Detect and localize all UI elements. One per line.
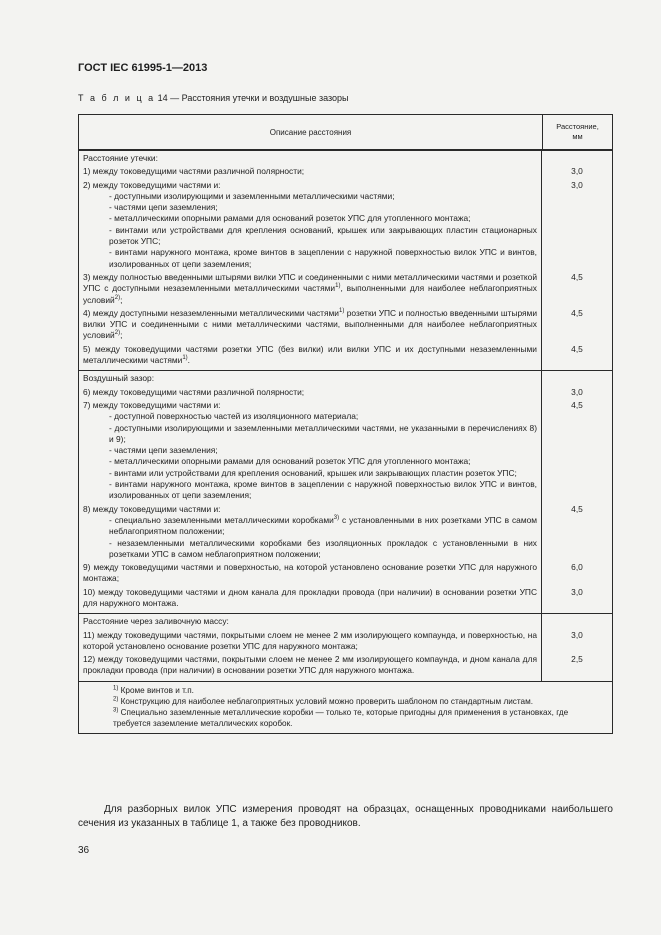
row-value: 4,5 (571, 307, 583, 318)
row-value: 6,0 (571, 562, 583, 573)
row-value: 4,5 (571, 343, 583, 354)
table-body (79, 151, 612, 682)
row-value: 3,0 (571, 166, 583, 177)
row-description (79, 654, 542, 681)
table-caption (78, 93, 349, 103)
row-sub-item: - металлическими опорными рамами для оснований розеток УПС для утопленного монтажа; (109, 213, 471, 224)
document-code: ГОСТ IEC 61995-1—2013 (78, 62, 208, 74)
section-title-cell (79, 151, 542, 166)
row-value: 3,0 (571, 586, 583, 597)
table-row (79, 387, 612, 400)
section-title: Расстояние через заливочную массу: (83, 616, 229, 627)
col-distance-header-line2: мм (572, 132, 583, 141)
table-row (79, 344, 612, 371)
section-title-cell (79, 614, 542, 629)
row-sub-item: - доступными изолирующими и заземленными металлическими частями, не указанными в перечислениях 8) и 9); (109, 422, 537, 444)
row-value: 3,0 (571, 629, 583, 640)
row-sub-item: - незаземленными металлическими коробками без изоляционных прокладок с установленными в них розетками УПС в самом неблагоприятном положении; (109, 537, 537, 559)
row-sub-item: - винтами или устройствами для крепления оснований, крышек или закрывающих пластин розеток УПС; (109, 467, 517, 478)
row-description (79, 344, 542, 371)
row-sub-item: - винтами или устройствами для крепления оснований, крышек или закрывающих пластин стационарных розеток УПС; (109, 224, 537, 247)
section-title: Расстояние утечки: (83, 153, 158, 163)
row-text: 9) между токоведущими частями и поверхностью, на которой установлено основание розетки УПС для наружного монтажа; (83, 562, 537, 584)
table-section (79, 151, 612, 371)
body-paragraph: Для разборных вилок УПС измерения проводят на образцах, оснащенных проводниками наибольшего сечения из указанных в таблице 1, а также без проводников. (78, 804, 613, 829)
row-description (79, 630, 542, 655)
row-value: 4,5 (571, 399, 583, 410)
row-sub-item: - частями цепи заземления; (109, 445, 218, 456)
row-description (79, 180, 542, 272)
table-row (79, 180, 612, 272)
col-distance-header-line1: Расстояние, (556, 122, 599, 131)
row-value: 4,5 (571, 271, 583, 282)
row-value: 3,0 (571, 179, 583, 190)
table-row (79, 166, 612, 179)
row-text: 10) между токоведущими частями и дном канала для прокладки провода (при наличии) в основании розетки УПС для наружного монтажа. (83, 586, 537, 608)
table-row (79, 654, 612, 681)
table-row (79, 587, 612, 614)
footnote-ref: 2) (114, 330, 121, 337)
row-value: 2,5 (571, 654, 583, 665)
col-distance-header (543, 115, 612, 149)
row-text: 1) между токоведущими частями различной полярности; (83, 166, 305, 177)
footnote-mark: 1) (113, 685, 119, 692)
footnote-mark: 3) (113, 707, 119, 714)
row-text: 6) между токоведущими частями различной полярности; (83, 386, 305, 397)
row-sub-item: - металлическими опорными рамами для оснований розеток УПС для утопленного монтажа; (109, 456, 471, 467)
col-description-header: Описание расстояния (79, 115, 543, 149)
row-description (79, 272, 542, 308)
footnote: $^{3)}$ Специально заземленные металлические коробки — только те, которые пригодны для применения в установках, где требуется заземление металлических коробок. (113, 707, 569, 728)
row-text: 3) между полностью введенными штырями вилки УПС и соединенными с ними металлическими частями и розеткой УПС с доступными незаземленными металлическими частями$^{1)}$, выполненными для наиболее неблагоприятных условий$^{2)}$; (83, 271, 537, 305)
row-text: 11) между токоведущими частями, покрытыми слоем не менее 2 мм изолирующего компаунда, и поверхностью, на которой установлено основание розетки УПС для наружного монтажа; (83, 629, 537, 651)
footnote-ref: 2) (114, 294, 121, 301)
table-header (79, 115, 612, 151)
section-title-row (79, 151, 612, 166)
row-value: 4,5 (571, 503, 583, 514)
section-title-row (79, 371, 612, 386)
row-sub-item: - специально заземленными металлическими коробками$^{3)}$ с установленными в них розетками УПС в самом неблагоприятном положении; (109, 514, 537, 537)
caption-label: Т а б л и ц а (78, 93, 156, 103)
table-row (79, 400, 612, 504)
section-title-value-cell (542, 614, 612, 629)
row-text: 7) между токоведущими частями и: (83, 399, 221, 410)
section-title-value-cell (542, 371, 612, 386)
section-title-value-cell (542, 151, 612, 166)
row-sub-item: - винтами наружного монтажа, кроме винтов в зацеплении с наружной поверхностью вилок УПС и винтов, изолированных от цепи заземления; (109, 247, 537, 269)
row-description (79, 166, 542, 179)
row-description (79, 308, 542, 344)
section-title-row (79, 614, 612, 629)
row-description (79, 387, 542, 400)
row-sub-item: - доступными изолирующими и заземленными металлическими частями; (109, 190, 395, 201)
table-section (79, 371, 612, 614)
row-sub-item: - доступной поверхностью частей из изоляционного материала; (109, 411, 359, 422)
row-description (79, 400, 542, 504)
row-description (79, 504, 542, 562)
page-number: 36 (78, 845, 90, 856)
table-row (79, 562, 612, 587)
table-row (79, 272, 612, 308)
row-description (79, 587, 542, 614)
section-title-cell (79, 371, 542, 386)
row-text: 12) между токоведущими частями, покрытыми слоем не менее 2 мм изолирующего компаунда, и дном канала для прокладки провода (при наличии) в основании розетки УПС для наружного монтажа. (83, 654, 537, 676)
footnote-mark: 2) (113, 696, 119, 703)
row-text: 8) между токоведущими частями и: (83, 503, 221, 514)
table-section (79, 614, 612, 681)
table-row (79, 308, 612, 344)
distances-table (78, 114, 613, 734)
row-text: 4) между доступными незаземленными металлическими частями$^{1)}$ розетки УПС и полностью введенными штырями вилки УПС и соединенными с ними металлическими частями, выполненными для наиболее неблагоприятных условий$^{2)}$; (83, 307, 537, 341)
section-title: Воздушный зазор: (83, 373, 155, 384)
table-row (79, 504, 612, 562)
footnote-ref: 1) (335, 283, 341, 290)
row-description (79, 562, 542, 587)
footnote: $^{1)}$ Кроме винтов и т.п. (113, 685, 194, 695)
row-value: 3,0 (571, 386, 583, 397)
table-row (79, 630, 612, 655)
footnote-ref: 1) (182, 355, 188, 362)
row-text: 5) между токоведущими частями розетки УПС (без вилки) или вилки УПС и их доступными незаземленными металлическими частями$^{1)}$. (83, 343, 537, 366)
table-footnotes (79, 682, 612, 733)
row-sub-item: - частями цепи заземления; (109, 202, 218, 213)
footnote-ref: 1) (338, 308, 345, 315)
caption-text: 14 — Расстояния утечки и воздушные зазоры (157, 93, 349, 103)
row-sub-item: - винтами наружного монтажа, кроме винтов в зацеплении с наружной поверхностью вилок УПС и винтов, изолированных от цепи заземления; (109, 479, 537, 501)
footnote: $^{2)}$ Конструкцию для наиболее неблагоприятных условий можно проверить шаблоном по стандартным листам. (113, 696, 534, 706)
footnote-ref: 3) (333, 515, 340, 522)
row-text: 2) между токоведущими частями и: (83, 179, 221, 190)
